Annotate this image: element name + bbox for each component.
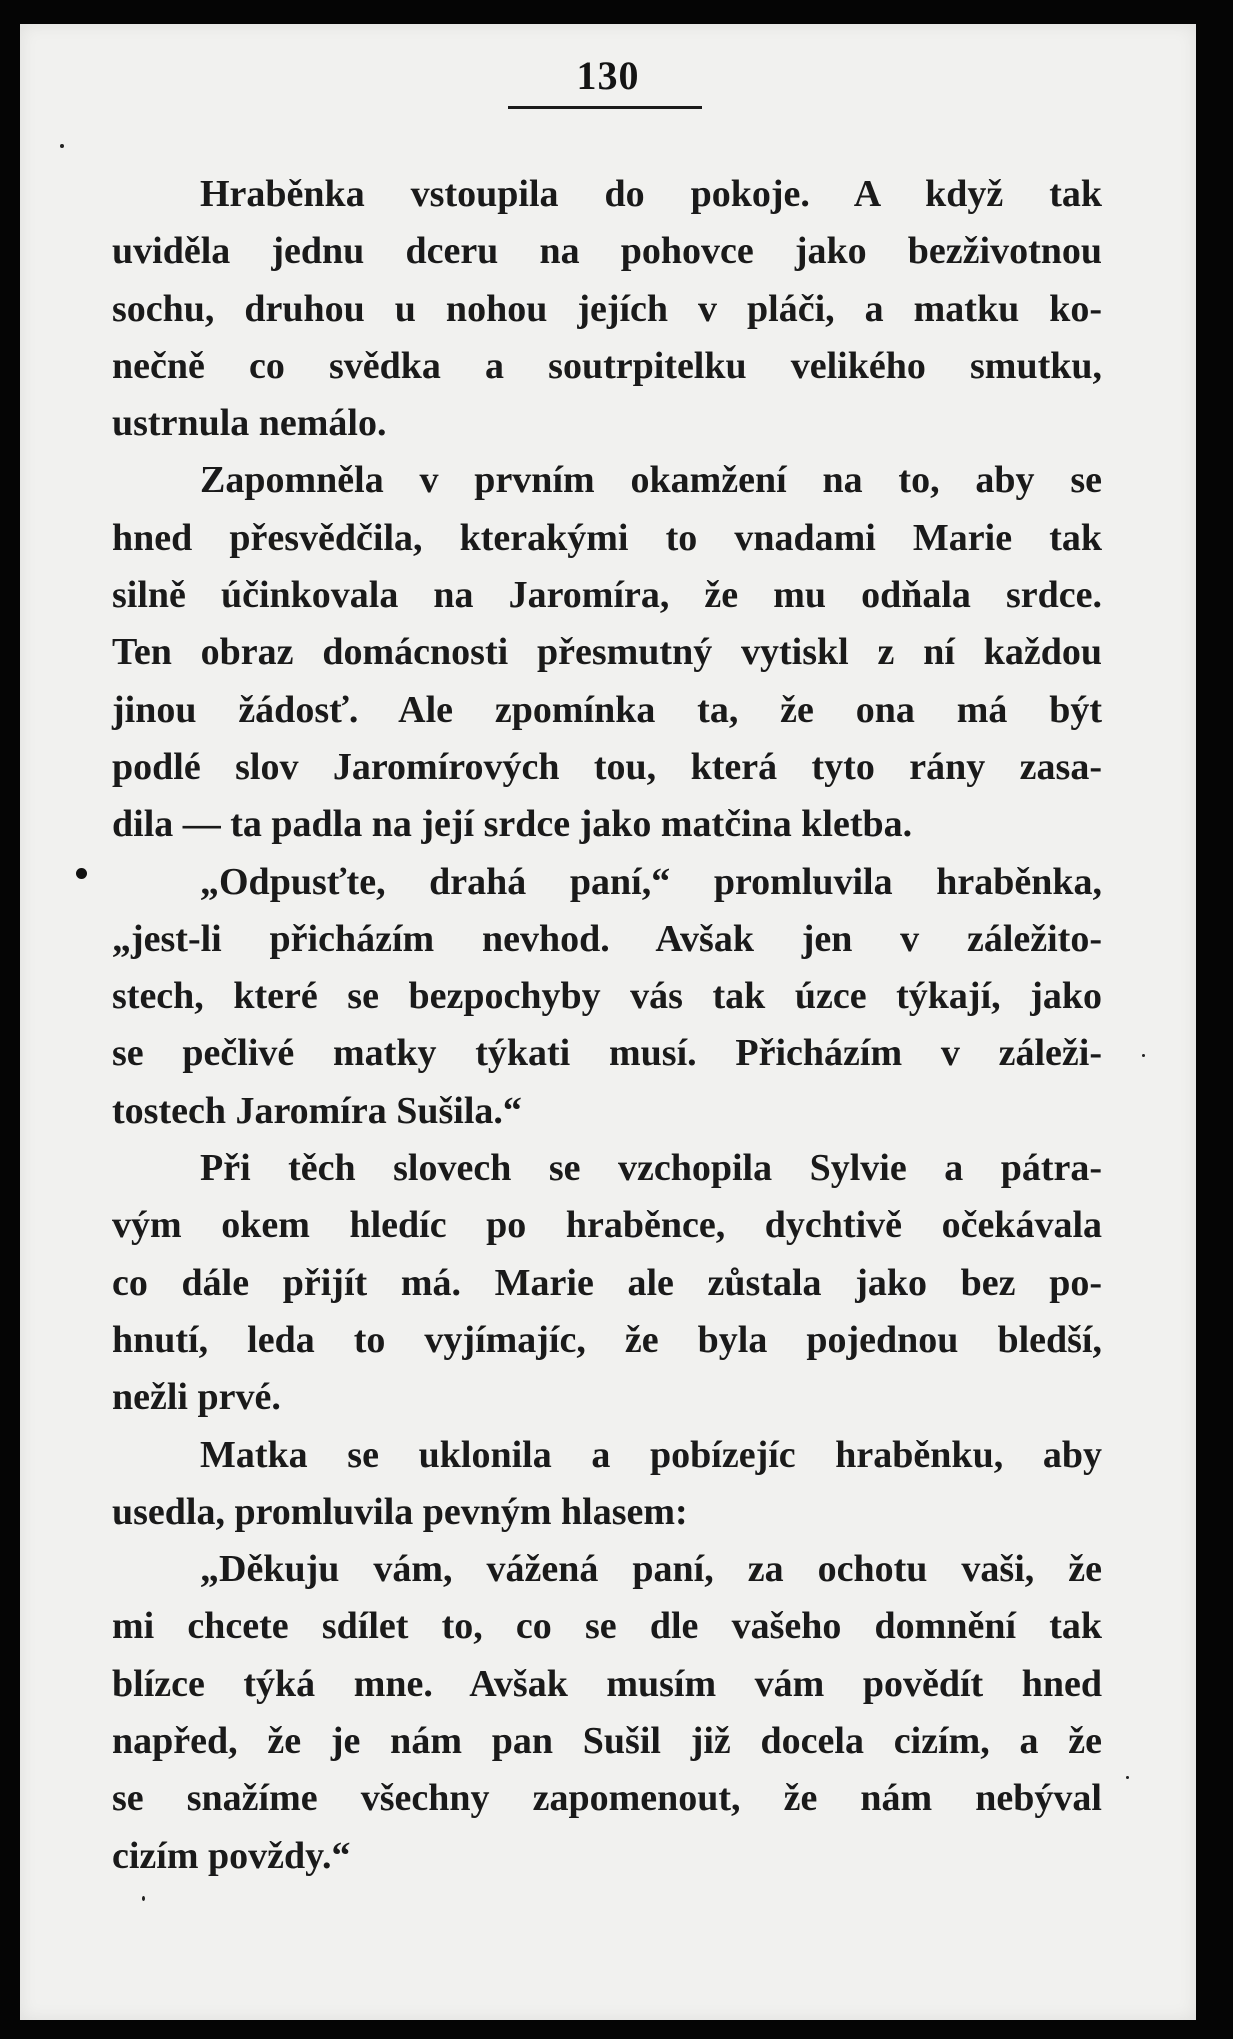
text-line: Matka se uklonila a pobízejíc hraběnku, aby <box>200 1433 1102 1476</box>
text-line: blízce týká mne. Avšak musím vám povědít hned <box>112 1662 1102 1705</box>
text-line: dila — ta padla na její srdce jako matčina kletba. <box>112 803 913 846</box>
page-number-rule <box>508 106 702 109</box>
margin-dot <box>76 868 87 879</box>
text-line: hnutí, leda to vyjímajíc, že byla pojednou bledší, <box>112 1318 1102 1361</box>
text-line: napřed, že je nám pan Sušil již docela cizím, a že <box>112 1720 1102 1763</box>
text-line: hned přesvědčila, kterakými to vnadami Marie tak <box>112 516 1102 559</box>
ink-speck <box>1142 1054 1145 1057</box>
text-line: co dále přijít má. Marie ale zůstala jako bez po- <box>112 1261 1102 1304</box>
ink-speck <box>60 144 64 148</box>
text-line: Ten obraz domácnosti přesmutný vytiskl z ní každou <box>112 631 1102 674</box>
text-line: ustrnula nemálo. <box>112 402 387 445</box>
text-line: usedla, promluvila pevným hlasem: <box>112 1490 688 1533</box>
ink-speck <box>142 1896 145 1901</box>
book-page <box>20 24 1196 2020</box>
text-line: se snažíme všechny zapomenout, že nám nebýval <box>112 1777 1102 1820</box>
text-line: uviděla jednu dceru na pohovce jako bezživotnou <box>112 230 1102 273</box>
text-line: Při těch slovech se vzchopila Sylvie a pátra- <box>200 1147 1102 1190</box>
text-line: podlé slov Jaromírových tou, která tyto rány zasa- <box>112 745 1102 788</box>
text-line: Zapomněla v prvním okamžení na to, aby se <box>200 459 1102 502</box>
ink-speck <box>1126 1776 1129 1779</box>
text-line: cizím povždy.“ <box>112 1834 351 1877</box>
page-number: 130 <box>576 53 640 98</box>
text-line: silně účinkovala na Jaromíra, že mu odňala srdce. <box>112 574 1102 617</box>
text-line: tostech Jaromíra Sušila.“ <box>112 1089 522 1132</box>
text-line: Hraběnka vstoupila do pokoje. A když tak <box>200 173 1102 215</box>
body-text <box>112 166 1102 1885</box>
text-line: „jest-li přicházím nevhod. Avšak jen v záležito- <box>112 917 1102 960</box>
text-line: nečně co svědka a soutrpitelku velikého smutku, <box>112 344 1102 387</box>
text-line: „Odpusťte, drahá paní,“ promluvila hraběnka, <box>200 860 1102 903</box>
text-line: jinou žádosť. Ale zpomínka ta, že ona má být <box>112 688 1102 731</box>
text-line: vým okem hledíc po hraběnce, dychtivě očekávala <box>112 1204 1102 1247</box>
text-line: nežli prvé. <box>112 1376 281 1419</box>
text-line: sochu, druhou u nohou jejích v pláči, a matku ko- <box>112 287 1102 330</box>
text-line: se pečlivé matky týkati musí. Přicházím v záleži- <box>112 1032 1102 1075</box>
text-line: mi chcete sdílet to, co se dle vašeho domnění tak <box>112 1605 1102 1648</box>
text-line: „Děkuju vám, vážená paní, za ochotu vaši, že <box>200 1548 1102 1591</box>
text-line: stech, které se bezpochyby vás tak úzce týkají, jako <box>112 975 1102 1018</box>
